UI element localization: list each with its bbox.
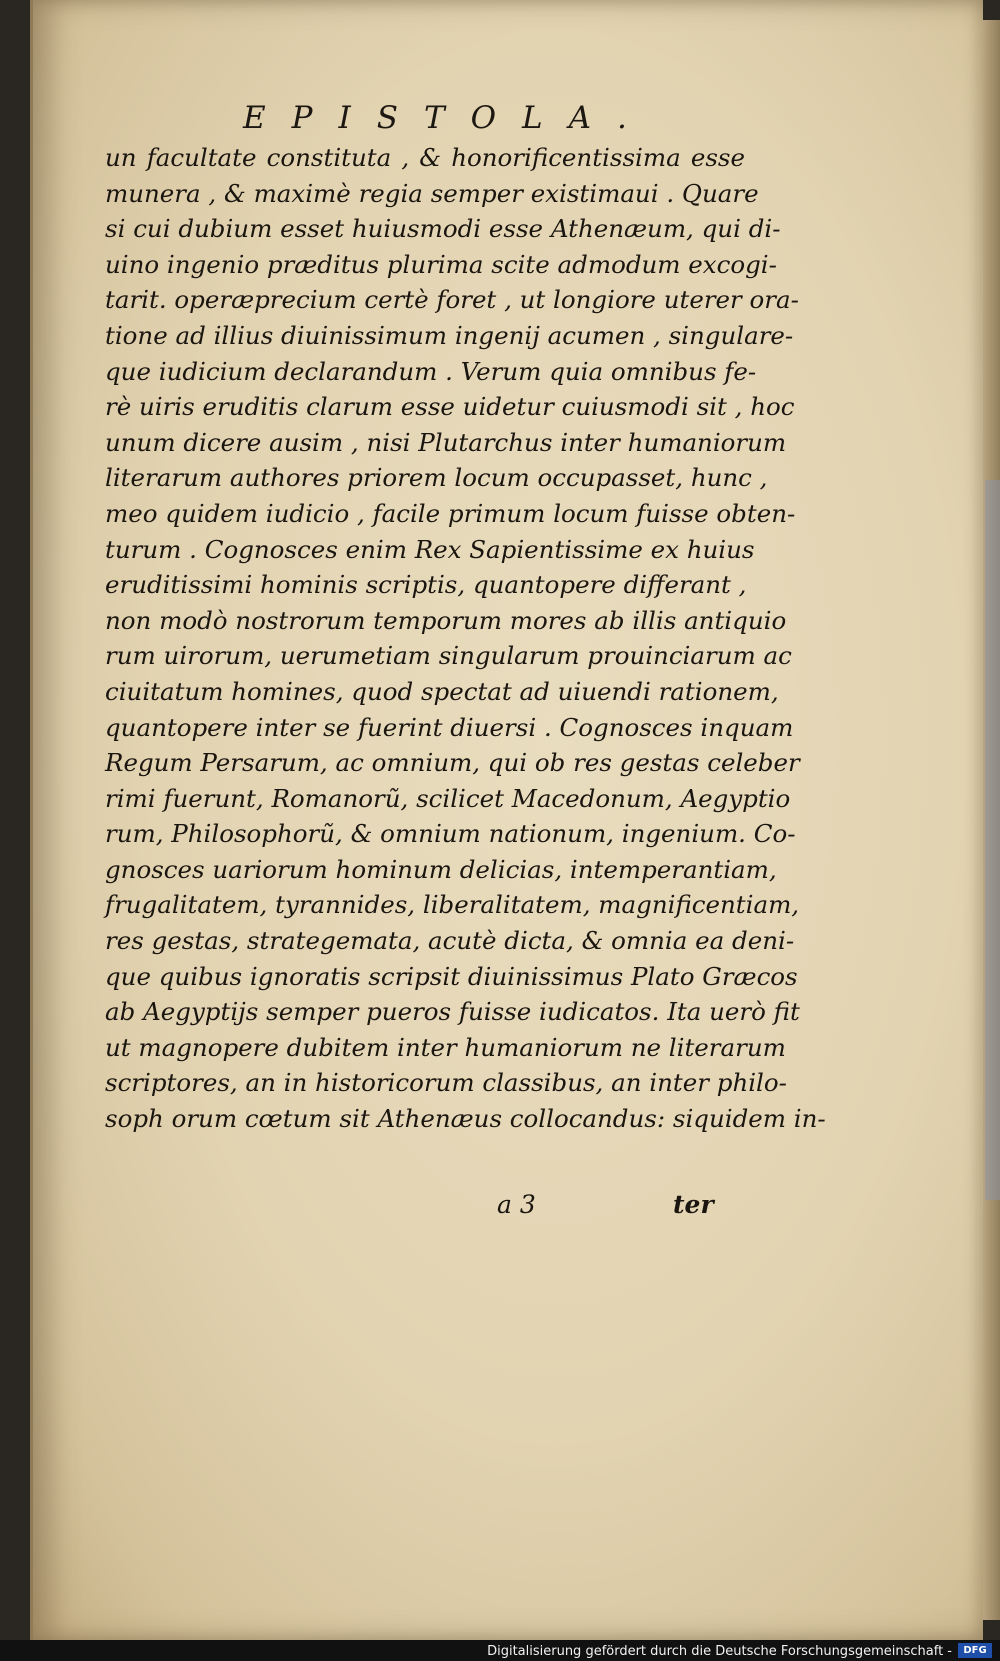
text-line: si cui dubium esset huiusmodi esse Athenæum, qui di- [105, 214, 781, 244]
text-line: tione ad illius diuinissimum ingenij acumen , singulare- [105, 320, 794, 350]
text-line: unum dicere ausim , nisi Plutarchus inter humaniorum [105, 427, 787, 457]
text-line: gnosces uariorum hominum delicias, intemperantiam, [105, 854, 777, 884]
text-line: soph orum cœtum sit Athenæus collocandus: siquidem in- [105, 1104, 826, 1134]
text-line: frugalitatem, tyrannides, liberalitatem, magnificentiam, [105, 890, 800, 920]
catchword: ter [673, 1190, 714, 1219]
text-line: rimi fuerunt, Romanorũ, scilicet Macedonum, Aegyptio [105, 783, 791, 813]
text-line: Regum Persarum, ac omnium, qui ob res gestas celeber [105, 748, 800, 778]
text-line: que quibus ignoratis scripsit diuinissimus Plato Græcos [105, 961, 798, 991]
text-line: un facultate constituta , & honorificentissima esse [105, 143, 745, 172]
text-line: rum uirorum, uerumetiam singularum prouinciarum ac [105, 641, 792, 671]
running-head: EPISTOLA. [243, 100, 653, 136]
text-line: ut magnopere dubitem inter humaniorum ne literarum [105, 1032, 786, 1062]
text-line: turum . Cognosces enim Rex Sapientissime ex huius [105, 534, 755, 564]
text-line: munera , & maximè regia semper existimaui . Quare [105, 178, 759, 208]
footer-credit: Digitalisierung gefördert durch die Deutsche Forschungsgemeinschaft - [487, 1644, 952, 1659]
text-line: rè uiris eruditis clarum esse uidetur cuiusmodi sit , hoc [105, 392, 795, 422]
text-line: ciuitatum homines, quod spectat ad uiuendi rationem, [105, 676, 779, 706]
dfg-logo: DFG [958, 1643, 992, 1658]
text-line: eruditissimi hominis scriptis, quantopere differant , [105, 570, 747, 600]
text-line: non modò nostrorum temporum mores ab illis antiquio [105, 605, 787, 635]
book-page [30, 0, 983, 1640]
text-line: meo quidem iudicio , facile primum locum fuisse obten- [105, 498, 796, 528]
page-clip [985, 480, 1000, 1200]
body-text [105, 140, 826, 1137]
text-line: tarit. operæprecium certè foret , ut longiore uterer ora- [105, 285, 799, 315]
text-line: que iudicium declarandum . Verum quia omnibus fe- [105, 356, 757, 386]
signature-mark: a 3 [497, 1190, 536, 1219]
text-line: scriptores, an in historicorum classibus, an inter philo- [105, 1068, 787, 1098]
text-line: quantopere inter se fuerint diuersi . Cognosces inquam [105, 712, 794, 742]
text-line: ab Aegyptijs semper pueros fuisse iudicatos. Ita uerò fit [105, 997, 800, 1027]
digitization-footer [0, 1640, 1000, 1661]
text-line: uino ingenio præditus plurima scite admodum excogi- [105, 249, 777, 279]
page-foot [105, 1190, 745, 1226]
text-line: literarum authores priorem locum occupasset, hunc , [105, 463, 768, 493]
text-line: res gestas, strategemata, acutè dicta, & omnia ea deni- [105, 926, 795, 956]
text-line: rum, Philosophorũ, & omnium nationum, ingenium. Co- [105, 819, 796, 849]
